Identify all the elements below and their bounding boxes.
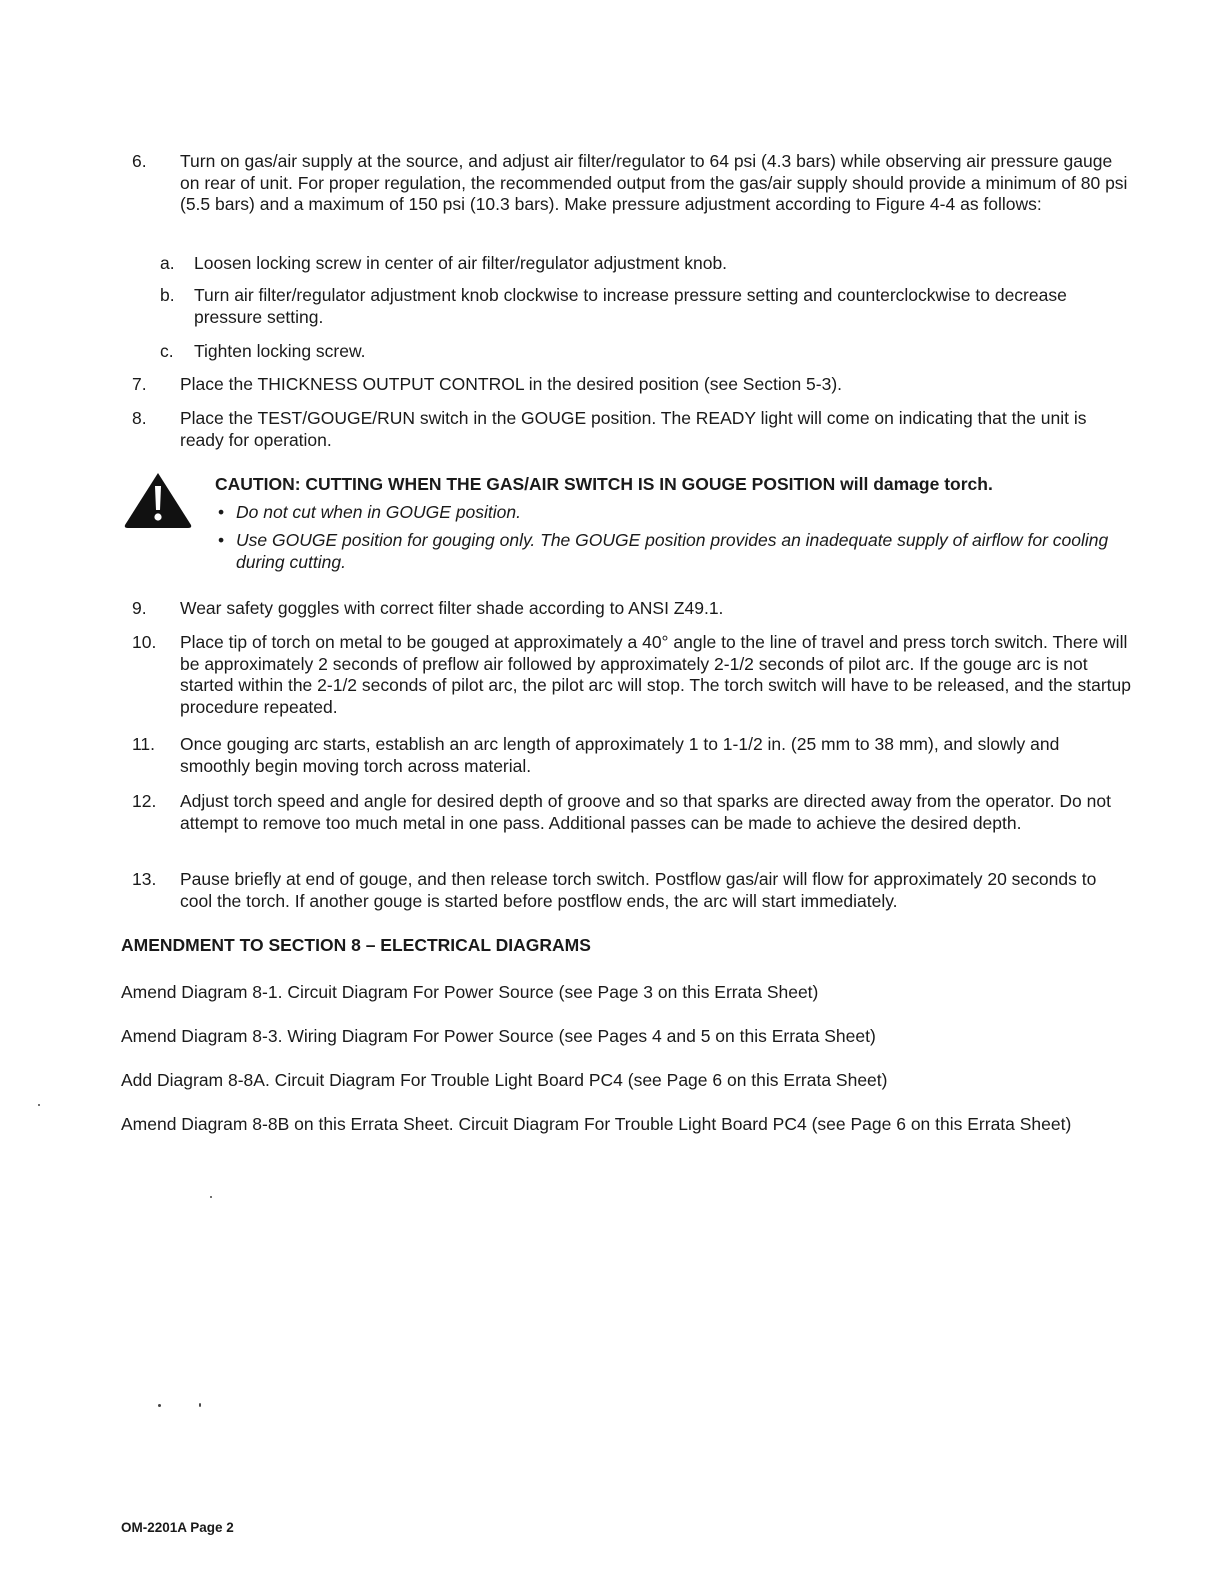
caution-heading: CAUTION: CUTTING WHEN THE GAS/AIR SWITCH IS IN GOUGE POSITION will damage torch. — [215, 474, 993, 494]
step-6c — [160, 341, 1132, 363]
amendment-line: Add Diagram 8-8A. Circuit Diagram For Trouble Light Board PC4 (see Page 6 on this Errata Sheet) — [121, 1070, 888, 1090]
step-number: 7. — [132, 374, 147, 394]
substep-letter: a. — [160, 253, 175, 273]
step-9 — [132, 598, 1132, 620]
substep-text: Turn air filter/regulator adjustment knob clockwise to increase pressure setting and counterclockwise to decrease pressure setting. — [194, 285, 1067, 327]
caution-bullet — [218, 502, 1132, 524]
caution-bullet-text: Do not cut when in GOUGE position. — [236, 502, 521, 522]
step-text: Place the THICKNESS OUTPUT CONTROL in the desired position (see Section 5-3). — [180, 374, 843, 394]
step-number: 11. — [132, 734, 156, 754]
caution-bullet — [218, 530, 1132, 573]
step-10 — [132, 632, 1132, 718]
step-text: Once gouging arc starts, establish an arc length of approximately 1 to 1-1/2 in. (25 mm to 38 mm), and slowly and smoothly begin moving torch across material. — [180, 734, 1060, 776]
scan-speck — [199, 1403, 201, 1407]
page-footer: OM-2201A Page 2 — [121, 1520, 234, 1535]
step-number: 8. — [132, 408, 147, 428]
step-6a — [160, 253, 1132, 275]
scan-speck — [158, 1404, 161, 1407]
amendment-line: Amend Diagram 8-1. Circuit Diagram For Power Source (see Page 3 on this Errata Sheet) — [121, 982, 819, 1002]
step-7 — [132, 374, 1132, 396]
substep-text: Loosen locking screw in center of air filter/regulator adjustment knob. — [194, 253, 728, 273]
bullet-dot: • — [218, 502, 225, 522]
step-text: Turn on gas/air supply at the source, and adjust air filter/regulator to 64 psi (4.3 bars) while observing air pressure gauge on rear of unit. For proper regulation, the recommended output from the gas/air supply should provide a minimum of 80 psi (5.5 bars) and a maximum of 150 psi (10.3 bars). Make pressure adjustment according to Figure 4-4 as follows: — [180, 151, 1128, 214]
step-number: 12. — [132, 791, 157, 811]
step-number: 10. — [132, 632, 157, 652]
amendment-line: Amend Diagram 8-3. Wiring Diagram For Power Source (see Pages 4 and 5 on this Errata Sheet) — [121, 1026, 876, 1046]
step-13 — [132, 869, 1132, 912]
step-text: Place the TEST/GOUGE/RUN switch in the GOUGE position. The READY light will come on indicating that the unit is ready for operation. — [180, 408, 1087, 450]
bullet-dot: • — [218, 530, 225, 550]
step-8 — [132, 408, 1132, 451]
step-6b — [160, 285, 1132, 328]
caution-bullet-text: Use GOUGE position for gouging only. The GOUGE position provides an inadequate supply of airflow for cooling during cutting. — [236, 530, 1109, 572]
substep-letter: c. — [160, 341, 174, 361]
substep-text: Tighten locking screw. — [194, 341, 366, 361]
step-number: 9. — [132, 598, 147, 618]
warning-triangle-icon — [122, 470, 194, 530]
step-number: 6. — [132, 151, 147, 171]
step-text: Adjust torch speed and angle for desired depth of groove and so that sparks are directed away from the operator. Do not attempt to remove too much metal in one pass. Additional passes can be made to achieve the desired depth. — [180, 791, 1111, 833]
step-12 — [132, 791, 1132, 834]
step-text: Pause briefly at end of gouge, and then release torch switch. Postflow gas/air will flow for approximately 20 seconds to cool the torch. If another gouge is started before postflow ends, the arc will start immediately. — [180, 869, 1097, 911]
step-number: 13. — [132, 869, 157, 889]
step-text: Wear safety goggles with correct filter shade according to ANSI Z49.1. — [180, 598, 724, 618]
step-11 — [132, 734, 1132, 777]
step-text: Place tip of torch on metal to be gouged at approximately a 40° angle to the line of travel and press torch switch. There will be approximately 2 seconds of preflow air followed by approximately 2-1/2 seconds of pilot arc. If the gouge arc is not started within the 2-1/2 seconds of pilot arc, the pilot arc will stop. The torch switch will have to be released, and the startup procedure repeated. — [180, 632, 1132, 717]
amendment-line: Amend Diagram 8-8B on this Errata Sheet. Circuit Diagram For Trouble Light Board PC4 (see Page 6 on this Errata Sheet) — [121, 1114, 1072, 1134]
scan-speck — [38, 1104, 40, 1106]
step-6 — [132, 151, 1132, 216]
substep-letter: b. — [160, 285, 175, 305]
scan-speck — [210, 1196, 212, 1198]
amendment-heading: AMENDMENT TO SECTION 8 – ELECTRICAL DIAGRAMS — [121, 935, 591, 955]
